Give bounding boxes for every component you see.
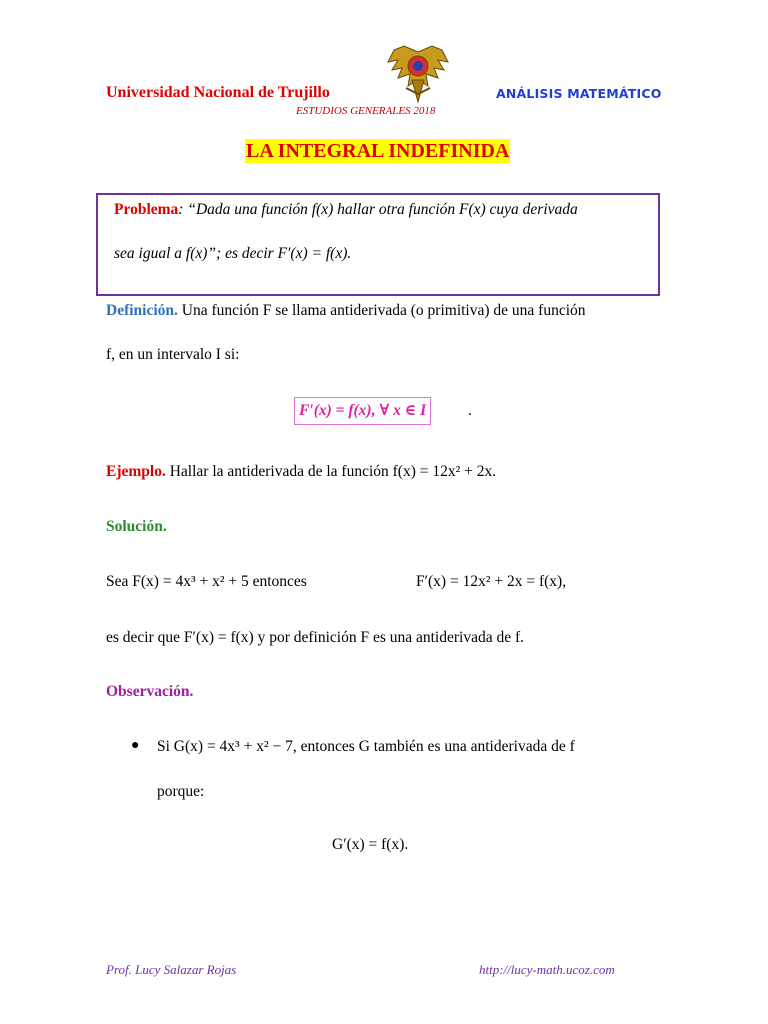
course-name: ANÁLISIS MATEMÁTICO xyxy=(496,86,662,101)
footer-author: Prof. Lucy Salazar Rojas xyxy=(106,962,237,977)
problem-text-1: : “Dada una función f(x) hallar otra función F(x) cuya derivada xyxy=(178,201,578,218)
example-line xyxy=(106,463,496,481)
page-title: LA INTEGRAL INDEFINIDA xyxy=(246,140,510,162)
bullet-dot: ● xyxy=(131,738,140,753)
solution-line-1-right: F′(x) = 12x² + 2x = f(x), xyxy=(416,573,567,590)
problem-line-2: sea igual a f(x)”; es decir F′(x) = f(x). xyxy=(114,245,352,262)
solution-line-2: es decir que F′(x) = f(x) y por definición F es una antiderivada de f. xyxy=(106,629,525,646)
university-name: Universidad Nacional de Trujillo xyxy=(106,84,330,101)
example-text: Hallar la antiderivada de la función f(x) = 12x² + 2x. xyxy=(165,463,497,480)
problem-line-1 xyxy=(114,201,578,219)
example-label: Ejemplo. xyxy=(106,463,166,480)
solution-line-1-left: Sea F(x) = 4x³ + x² + 5 entonces xyxy=(106,573,307,590)
observation-bullet-line-2: porque: xyxy=(157,783,205,800)
problem-label: Problema xyxy=(114,201,179,218)
observation-label: Observación. xyxy=(106,683,194,700)
definition-text-1: Una función F se llama antiderivada (o primitiva) de una función xyxy=(177,302,586,319)
observation-bullet-line-1: Si G(x) = 4x³ + x² − 7, entonces G también es una antiderivada de f xyxy=(157,738,575,755)
definition-formula: F′(x) = f(x), ∀ x ∈ I xyxy=(294,397,431,425)
solution-label: Solución. xyxy=(106,518,167,535)
header-subtitle: ESTUDIOS GENERALES 2018 xyxy=(296,105,436,117)
observation-equation: G′(x) = f(x). xyxy=(332,836,409,853)
definition-line-2: f, en un intervalo I si: xyxy=(106,346,240,363)
definition-label: Definición. xyxy=(106,302,178,319)
definition-line-1 xyxy=(106,302,586,320)
footer-url[interactable]: http://lucy-math.ucoz.com xyxy=(479,962,615,977)
university-logo xyxy=(384,44,452,106)
definition-formula-period: . xyxy=(468,402,472,419)
